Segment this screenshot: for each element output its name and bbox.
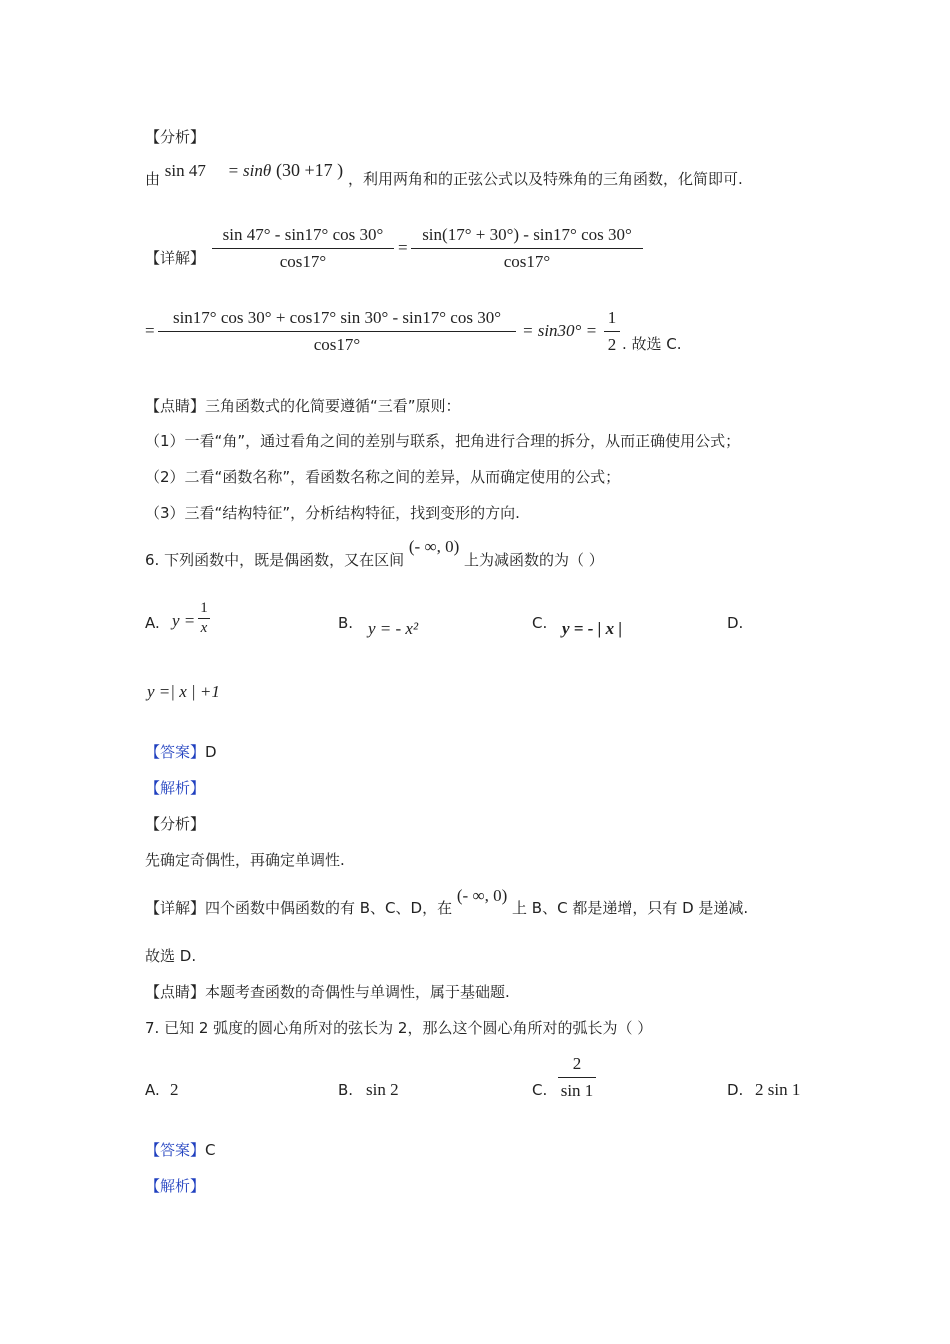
q6-option-a-y: y = — [172, 611, 196, 630]
intro-prefix: 由 — [145, 170, 161, 188]
q6-detail-a: 【详解】四个函数中偶函数的有 B、C、D，在 — [145, 899, 453, 917]
q7-stem: 7. 已知 2 弧度的圆心角所对的弦长为 2，那么这个圆心角所对的弧长为（ ） — [145, 1019, 653, 1037]
q6-stem — [145, 537, 604, 570]
q7-option-a: 2 — [170, 1080, 179, 1099]
step2-eq: = — [145, 321, 155, 340]
q6-stem-b: 上为减函数的为（ ） — [464, 551, 604, 569]
step2-conclusion: . 故选 C. — [622, 335, 682, 353]
q7-option-b: sin 2 — [366, 1080, 399, 1099]
q7-option-c-label: C. — [532, 1081, 548, 1099]
q6-option-b-label: B. — [338, 614, 354, 632]
step2-numerator: sin17° cos 30° + cos17° sin 30° - sin17° cos 30° — [172, 308, 502, 327]
q7-answer — [145, 1140, 216, 1160]
q7-answer-label: 【答案】 — [145, 1141, 206, 1159]
intro-suffix: ，利用两角和的正弦公式以及特殊角的三角函数，化简即可. — [347, 170, 743, 188]
q6-option-a-fraction — [198, 600, 210, 637]
q7-option-d-label: D. — [727, 1081, 744, 1099]
q7-option-a-label: A. — [145, 1081, 160, 1099]
q6-detail-b: 上 B、C 都是递增，只有 D 是递减. — [512, 899, 749, 917]
tip-item-1: （1）一看“角”，通过看角之间的差别与联系，把角进行合理的拆分，从而正确使用公式； — [145, 432, 741, 450]
step1-f2-denominator: cos17° — [503, 252, 551, 271]
q6-option-c-label: C. — [532, 614, 548, 632]
intro-line — [145, 160, 743, 189]
q6-option-d-label: D. — [727, 614, 744, 632]
q6-detail-interval: (- ∞, 0) — [456, 886, 508, 905]
q6-stem-a: 6. 下列函数中，既是偶函数，又在区间 — [145, 551, 405, 569]
step1-fraction-right — [411, 225, 643, 272]
intro-sin-theta: sinθ — [243, 161, 272, 180]
q6-interval: (- ∞, 0) — [408, 537, 460, 556]
q6-a-denominator: x — [200, 620, 208, 636]
q6-answer — [145, 742, 217, 762]
q6-choose: 故选 D. — [145, 947, 197, 965]
step2-denominator: cos17° — [313, 335, 361, 354]
one-half-fraction — [604, 308, 620, 355]
intro-formula-eq: = — [228, 161, 239, 180]
q6-analysis-text: 先确定奇偶性，再确定单调性. — [145, 851, 345, 869]
q7-option-c-fraction — [558, 1054, 596, 1101]
tip-heading: 【点睛】三角函数式的化简要遵循“三看”原则： — [145, 397, 461, 415]
detail-heading: 【详解】 — [145, 249, 206, 267]
step1-f2-numerator: sin(17° + 30°) - sin17° cos 30° — [422, 225, 632, 244]
q7-option-b-label: B. — [338, 1081, 354, 1099]
q6-answer-value: D — [205, 743, 217, 761]
q6-option-c: y = - | x | — [562, 619, 623, 638]
q6-analysis-heading: 【分析】 — [145, 815, 206, 833]
q6-explain-label: 【解析】 — [145, 779, 206, 797]
half-denominator: 2 — [607, 335, 617, 354]
q7-explain-label: 【解析】 — [145, 1177, 206, 1195]
q6-option-a-label: A. — [145, 614, 160, 632]
q7-c-numerator: 2 — [572, 1054, 582, 1073]
q6-option-d: y =| x | +1 — [147, 682, 220, 701]
step2-fraction — [158, 308, 516, 355]
q6-a-numerator: 1 — [200, 600, 208, 616]
tip-item-2: （2）二看“函数名称”，看函数名称之间的差异，从而确定使用的公式； — [145, 468, 621, 486]
intro-formula-left: sin 47 — [164, 161, 206, 180]
q6-tip: 【点睛】本题考查函数的奇偶性与单调性，属于基础题. — [145, 983, 510, 1001]
tip-item-3: （3）三看“结构特征”，分析结构特征，找到变形的方向. — [145, 504, 520, 522]
q7-c-denominator: sin 1 — [560, 1081, 594, 1100]
step2-sin30: = sin30° = — [522, 321, 598, 340]
q7-option-d: 2 sin 1 — [755, 1080, 801, 1099]
half-numerator: 1 — [607, 308, 617, 327]
step1-f1-numerator: sin 47° - sin17° cos 30° — [222, 225, 384, 244]
intro-formula-paren: (30 +17 ) — [276, 160, 344, 180]
q6-detail — [145, 886, 749, 918]
step1-f1-denominator: cos17° — [279, 252, 327, 271]
q7-answer-value: C — [205, 1141, 216, 1159]
step1-fraction-left — [212, 225, 394, 272]
q6-answer-label: 【答案】 — [145, 743, 206, 761]
analysis-heading: 【分析】 — [145, 128, 206, 146]
q6-option-b: y = - x² — [368, 619, 419, 638]
step1-eq: = — [398, 238, 408, 257]
